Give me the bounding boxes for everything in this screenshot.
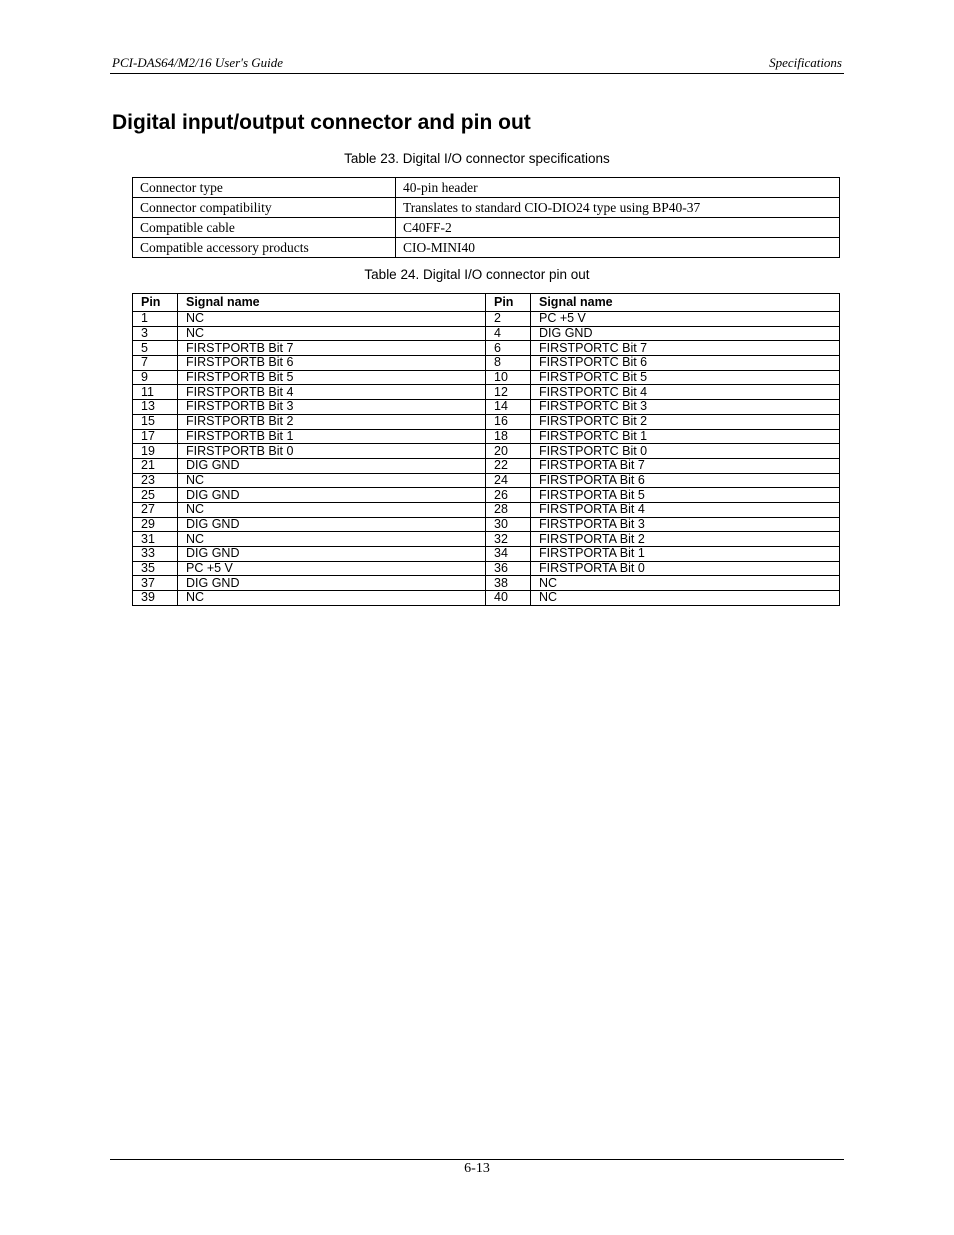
signal-name: DIG GND xyxy=(178,517,486,532)
pin-number: 28 xyxy=(486,502,531,517)
pin-number: 6 xyxy=(486,341,531,356)
pin-number: 26 xyxy=(486,488,531,503)
table-row xyxy=(133,591,840,606)
pin-number: 21 xyxy=(133,458,178,473)
signal-name: FIRSTPORTC Bit 3 xyxy=(531,400,840,415)
table-row xyxy=(133,414,840,429)
column-header-pin: Pin xyxy=(133,294,178,312)
signal-name: FIRSTPORTC Bit 0 xyxy=(531,444,840,459)
column-header-signal: Signal name xyxy=(178,294,486,312)
spec-label: Connector compatibility xyxy=(133,198,396,218)
column-header-signal: Signal name xyxy=(531,294,840,312)
spec-label: Compatible accessory products xyxy=(133,238,396,258)
signal-name: FIRSTPORTA Bit 1 xyxy=(531,547,840,562)
signal-name: NC xyxy=(178,591,486,606)
pin-number: 36 xyxy=(486,561,531,576)
pin-number: 39 xyxy=(133,591,178,606)
signal-name: DIG GND xyxy=(178,547,486,562)
signal-name: FIRSTPORTB Bit 1 xyxy=(178,429,486,444)
signal-name: NC xyxy=(178,502,486,517)
page-number: 6-13 xyxy=(464,1161,490,1176)
table-row xyxy=(133,218,840,238)
pin-number: 1 xyxy=(133,312,178,327)
signal-name: FIRSTPORTB Bit 5 xyxy=(178,370,486,385)
spec-value: C40FF-2 xyxy=(396,218,840,238)
pin-number: 29 xyxy=(133,517,178,532)
signal-name: FIRSTPORTA Bit 2 xyxy=(531,532,840,547)
table-row xyxy=(133,385,840,400)
spec-value: 40-pin header xyxy=(396,178,840,198)
table-row xyxy=(133,370,840,385)
signal-name: NC xyxy=(531,576,840,591)
footer-divider xyxy=(110,1159,844,1160)
signal-name: NC xyxy=(178,326,486,341)
table-row xyxy=(133,341,840,356)
table-row xyxy=(133,561,840,576)
signal-name: NC xyxy=(178,312,486,327)
pin-number: 35 xyxy=(133,561,178,576)
signal-name: FIRSTPORTB Bit 0 xyxy=(178,444,486,459)
signal-name: FIRSTPORTB Bit 2 xyxy=(178,414,486,429)
table-row xyxy=(133,532,840,547)
signal-name: FIRSTPORTC Bit 2 xyxy=(531,414,840,429)
running-header-section: Specifications xyxy=(769,55,842,70)
header-divider xyxy=(110,73,844,74)
table23-caption: Table 23. Digital I/O connector specifications xyxy=(344,151,610,166)
pin-number: 18 xyxy=(486,429,531,444)
table-row xyxy=(133,488,840,503)
pin-number: 25 xyxy=(133,488,178,503)
signal-name: DIG GND xyxy=(178,458,486,473)
spec-label: Connector type xyxy=(133,178,396,198)
signal-name: DIG GND xyxy=(178,488,486,503)
table-header-row xyxy=(133,294,840,312)
signal-name: FIRSTPORTA Bit 6 xyxy=(531,473,840,488)
signal-name: PC +5 V xyxy=(531,312,840,327)
signal-name: FIRSTPORTA Bit 7 xyxy=(531,458,840,473)
table-row xyxy=(133,444,840,459)
spec-value: Translates to standard CIO-DIO24 type using BP40-37 xyxy=(396,198,840,218)
pin-number: 40 xyxy=(486,591,531,606)
signal-name: FIRSTPORTB Bit 7 xyxy=(178,341,486,356)
pin-number: 32 xyxy=(486,532,531,547)
table-row xyxy=(133,312,840,327)
table-row xyxy=(133,178,840,198)
table-row xyxy=(133,326,840,341)
signal-name: DIG GND xyxy=(531,326,840,341)
table-row xyxy=(133,198,840,218)
pin-number: 8 xyxy=(486,356,531,371)
table-row xyxy=(133,356,840,371)
pin-number: 12 xyxy=(486,385,531,400)
pin-number: 38 xyxy=(486,576,531,591)
signal-name: NC xyxy=(178,473,486,488)
pin-number: 34 xyxy=(486,547,531,562)
pin-number: 31 xyxy=(133,532,178,547)
column-header-pin: Pin xyxy=(486,294,531,312)
table-row xyxy=(133,517,840,532)
signal-name: FIRSTPORTC Bit 7 xyxy=(531,341,840,356)
table-row xyxy=(133,576,840,591)
pin-number: 23 xyxy=(133,473,178,488)
signal-name: FIRSTPORTA Bit 5 xyxy=(531,488,840,503)
pin-number: 30 xyxy=(486,517,531,532)
spec-value: CIO-MINI40 xyxy=(396,238,840,258)
pin-number: 7 xyxy=(133,356,178,371)
signal-name: FIRSTPORTB Bit 4 xyxy=(178,385,486,400)
pin-number: 13 xyxy=(133,400,178,415)
pin-number: 19 xyxy=(133,444,178,459)
pinout-table xyxy=(132,293,840,606)
pin-number: 3 xyxy=(133,326,178,341)
table24-caption: Table 24. Digital I/O connector pin out xyxy=(364,267,590,282)
pin-number: 10 xyxy=(486,370,531,385)
signal-name: FIRSTPORTC Bit 4 xyxy=(531,385,840,400)
table-row xyxy=(133,429,840,444)
pin-number: 22 xyxy=(486,458,531,473)
pin-number: 2 xyxy=(486,312,531,327)
spec-label: Compatible cable xyxy=(133,218,396,238)
table-row xyxy=(133,473,840,488)
signal-name: DIG GND xyxy=(178,576,486,591)
table-row xyxy=(133,458,840,473)
signal-name: PC +5 V xyxy=(178,561,486,576)
pin-number: 5 xyxy=(133,341,178,356)
signal-name: NC xyxy=(531,591,840,606)
table-row xyxy=(133,502,840,517)
signal-name: NC xyxy=(178,532,486,547)
pin-number: 9 xyxy=(133,370,178,385)
signal-name: FIRSTPORTB Bit 3 xyxy=(178,400,486,415)
table-row xyxy=(133,238,840,258)
pin-number: 4 xyxy=(486,326,531,341)
pin-number: 14 xyxy=(486,400,531,415)
table-row xyxy=(133,400,840,415)
running-header-title: PCI-DAS64/M2/16 User's Guide xyxy=(112,55,284,70)
signal-name: FIRSTPORTB Bit 6 xyxy=(178,356,486,371)
signal-name: FIRSTPORTC Bit 1 xyxy=(531,429,840,444)
table-row xyxy=(133,547,840,562)
pin-number: 16 xyxy=(486,414,531,429)
pin-number: 37 xyxy=(133,576,178,591)
connector-spec-table xyxy=(132,177,840,258)
signal-name: FIRSTPORTA Bit 0 xyxy=(531,561,840,576)
signal-name: FIRSTPORTC Bit 6 xyxy=(531,356,840,371)
signal-name: FIRSTPORTA Bit 4 xyxy=(531,502,840,517)
pin-number: 24 xyxy=(486,473,531,488)
pin-number: 27 xyxy=(133,502,178,517)
pin-number: 15 xyxy=(133,414,178,429)
pin-number: 17 xyxy=(133,429,178,444)
signal-name: FIRSTPORTC Bit 5 xyxy=(531,370,840,385)
pin-number: 20 xyxy=(486,444,531,459)
signal-name: FIRSTPORTA Bit 3 xyxy=(531,517,840,532)
pin-number: 33 xyxy=(133,547,178,562)
section-title: Digital input/output connector and pin out xyxy=(112,111,531,134)
pin-number: 11 xyxy=(133,385,178,400)
